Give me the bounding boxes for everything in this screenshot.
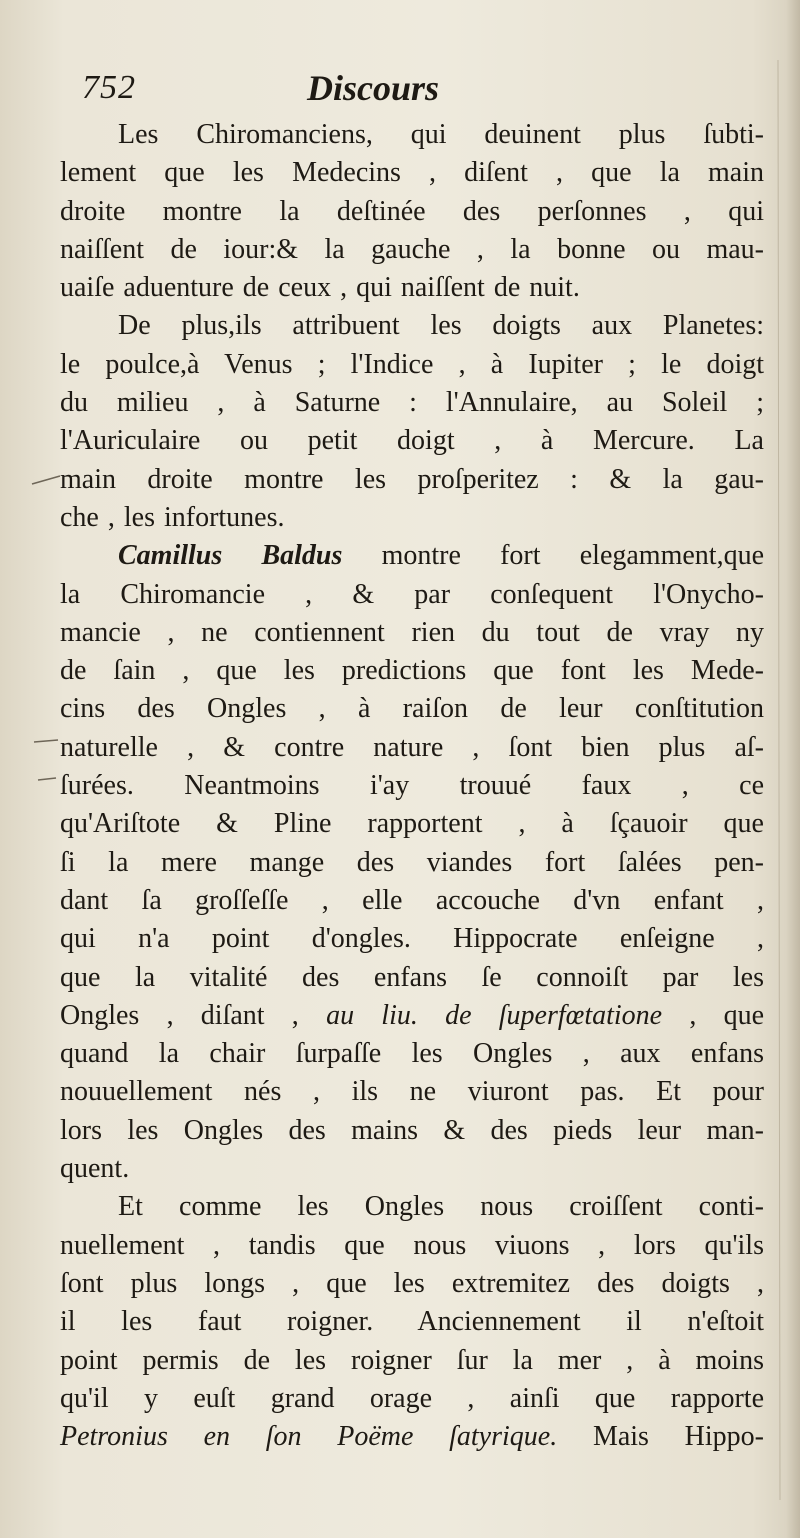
line-continuation: , que bbox=[662, 999, 765, 1031]
text-line: ſurées. Neantmoins i'ay trouué faux , ce bbox=[60, 770, 764, 802]
text-line: cins des Ongles , à raiſon de leur conſtitution bbox=[60, 693, 764, 725]
text-line: il les faut roigner. Anciennement il n'eſtoit bbox=[60, 1306, 764, 1338]
text-line bbox=[60, 1418, 764, 1456]
text-line: ſont plus longs , que les extremitez des doigts , bbox=[60, 1267, 764, 1299]
text-line: Les Chiromanciens, qui deuinent plus ſubti- bbox=[118, 119, 764, 150]
line-start: Ongles , diſant , bbox=[60, 999, 327, 1031]
text-line bbox=[60, 537, 764, 575]
text-line: naiſſent de iour:& la gauche , la bonne ou mau- bbox=[60, 233, 764, 265]
text-line: lement que les Medecins , diſent , que la main bbox=[60, 157, 764, 189]
text-line: main droite montre les proſperitez : & la gau- bbox=[60, 463, 764, 495]
text-line: De plus,ils attribuent les doigts aux Planetes: bbox=[118, 310, 764, 342]
text-line: du milieu , à Saturne : l'Annulaire, au Soleil ; bbox=[60, 387, 764, 419]
text-line: mancie , ne contiennent rien du tout de vray ny bbox=[60, 616, 764, 648]
text-line bbox=[60, 997, 764, 1035]
text-line: ſi la mere mange des viandes fort ſalées pen- bbox=[60, 846, 764, 878]
text-line: qui n'a point d'ongles. Hippocrate enſeigne , bbox=[60, 923, 764, 955]
text-line: lors les Ongles des mains & des pieds leur man- bbox=[60, 1114, 764, 1146]
text-line: de ſain , que les predictions que font les Mede- bbox=[60, 655, 764, 687]
text-line: l'Auriculaire ou petit doigt , à Mercure. La bbox=[60, 425, 764, 457]
line-continuation: montre fort elegamment,que bbox=[342, 540, 764, 572]
text-line: qu'Ariſtote & Pline rapportent , à ſçauoir que bbox=[60, 808, 764, 840]
running-title: Discours bbox=[307, 68, 440, 108]
text-line: qu'il y euſt grand orage , ainſi que rapporte bbox=[60, 1382, 764, 1414]
text-line: le poulce,à Venus ; l'Indice , à Iupiter ; le doigt bbox=[60, 348, 764, 380]
text-line: la Chiromancie , & par conſequent l'Onycho- bbox=[60, 578, 764, 610]
text-line: uaiſe aduenture de ceux , qui naiſſent de nuit. bbox=[60, 272, 580, 304]
text-line: droite montre la deſtinée des perſonnes , qui bbox=[60, 195, 764, 227]
page-edge-line bbox=[778, 60, 780, 1500]
body-text bbox=[60, 116, 764, 1456]
text-line: nuellement , tandis que nous viuons , lors qu'ils bbox=[60, 1229, 764, 1261]
page-number: 752 bbox=[82, 69, 136, 106]
citation: Petronius en ſon Poëme ſatyrique. bbox=[60, 1421, 558, 1453]
text-line: quand la chair ſurpaſſe les Ongles , aux enfans bbox=[60, 1038, 764, 1070]
margin-mark bbox=[34, 740, 58, 742]
margin-mark bbox=[32, 476, 60, 484]
margin-mark bbox=[38, 778, 56, 780]
line-continuation: Mais Hippo- bbox=[557, 1421, 764, 1453]
page-header bbox=[82, 62, 702, 114]
text-line: point permis de les roigner ſur la mer , à moins bbox=[60, 1344, 764, 1376]
citation: au liu. de ſuperfœtatione bbox=[326, 999, 663, 1031]
text-line: dant ſa groſſeſſe , elle accouche d'vn enfant , bbox=[60, 884, 764, 916]
text-line: nouuellement nés , ils ne viuront pas. Et pour bbox=[60, 1076, 764, 1108]
text-line: naturelle , & contre nature , ſont bien plus aſ- bbox=[60, 731, 764, 763]
text-line: quent. bbox=[60, 1153, 130, 1185]
author-name: Camillus Baldus bbox=[118, 540, 343, 572]
text-line: che , les infortunes. bbox=[60, 501, 285, 533]
text-line: Et comme les Ongles nous croiſſent conti- bbox=[118, 1191, 764, 1223]
text-line: que la vitalité des enfans ſe connoiſt par les bbox=[60, 961, 764, 993]
